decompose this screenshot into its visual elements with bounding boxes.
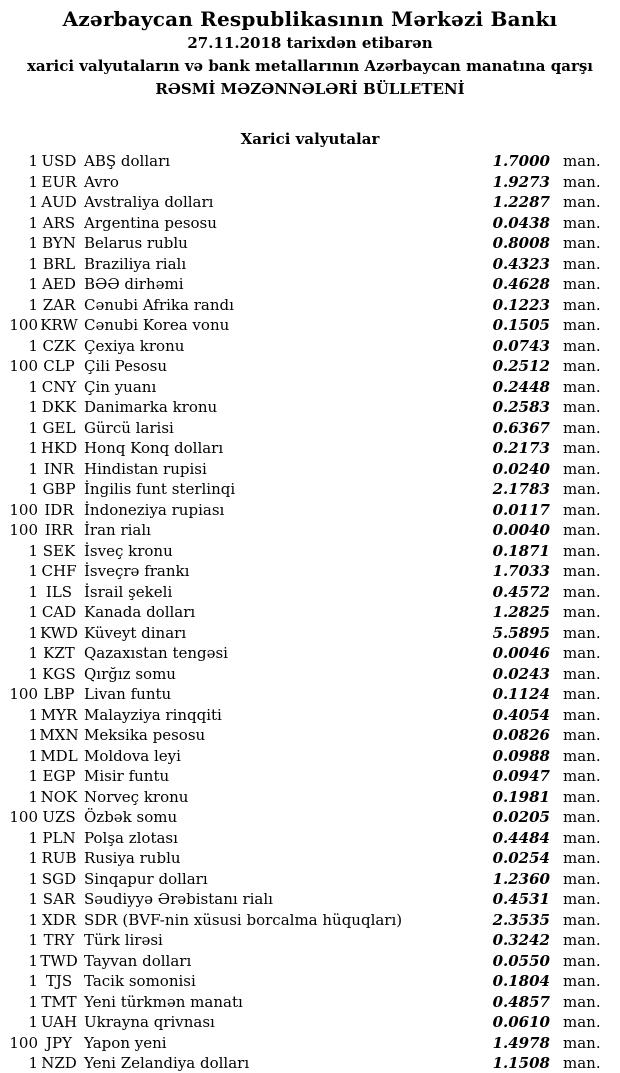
quantity-cell: 1 <box>28 562 38 580</box>
currency-name-cell: Qazaxıstan tengəsi <box>84 644 228 662</box>
currency-code-cell: KGS <box>42 664 76 683</box>
quantity-cell: 100 <box>9 500 38 519</box>
rate-value-cell: 0.0438 <box>492 213 550 232</box>
quantity-cell: 1 <box>28 541 38 560</box>
currency-name-cell: ABŞ dolları <box>84 152 171 170</box>
rate-row <box>0 541 620 562</box>
quantity-cell: 1 <box>28 828 38 847</box>
quantity-cell: 1 <box>28 418 38 437</box>
unit-cell: man. <box>563 808 601 826</box>
quantity-cell: 1 <box>28 869 38 888</box>
currency-code-cell: ZAR <box>42 295 76 314</box>
currency-code-cell: RUB <box>41 849 77 867</box>
currency-code-cell: GBP <box>42 480 76 498</box>
quantity-cell: 1 <box>28 172 38 191</box>
rate-row <box>0 582 620 603</box>
quantity-cell: 100 <box>9 685 38 703</box>
rate-value-cell: 0.1505 <box>492 316 550 334</box>
currency-name-cell: İngilis funt sterlinqi <box>84 480 236 498</box>
currency-code-cell: IDR <box>44 500 74 519</box>
unit-cell: man. <box>563 459 601 478</box>
unit-cell: man. <box>563 418 601 437</box>
quantity-cell: 100 <box>9 521 38 539</box>
quantity-cell: 1 <box>28 1013 38 1031</box>
rate-value-cell: 0.4572 <box>492 582 550 601</box>
unit-cell: man. <box>563 521 601 539</box>
unit-cell: man. <box>563 1054 601 1072</box>
quantity-cell: 1 <box>28 603 38 621</box>
currency-name-cell: Gürcü larisi <box>84 418 174 437</box>
currency-code-cell: TRY <box>43 931 75 949</box>
rate-value-cell: 0.0947 <box>492 767 550 785</box>
quantity-cell: 1 <box>28 398 38 416</box>
unit-cell: man. <box>563 603 601 621</box>
unit-cell: man. <box>563 213 601 232</box>
rate-row <box>0 172 620 193</box>
rate-value-cell: 2.3535 <box>492 910 550 929</box>
rate-value-cell: 0.4323 <box>492 254 550 273</box>
currency-name-cell: Avro <box>84 172 119 191</box>
currency-code-cell: NZD <box>41 1054 77 1072</box>
currency-name-cell: Kanada dolları <box>84 603 196 621</box>
currency-name-cell: Livan funtu <box>84 685 172 703</box>
quantity-cell: 1 <box>28 295 38 314</box>
rate-value-cell: 0.0117 <box>492 500 550 519</box>
rate-row <box>0 807 620 828</box>
rate-row <box>0 828 620 849</box>
currency-code-cell: CZK <box>42 336 76 355</box>
rate-row <box>0 397 620 418</box>
quantity-cell: 1 <box>28 746 38 765</box>
unit-cell: man. <box>563 951 601 970</box>
rate-value-cell: 0.2512 <box>492 357 550 375</box>
currency-name-cell: İndoneziya rupiası <box>84 500 225 519</box>
unit-cell: man. <box>563 787 601 806</box>
rates-table <box>0 151 620 1073</box>
rate-row <box>0 971 620 992</box>
rate-row <box>0 1033 620 1054</box>
currency-code-cell: CLP <box>43 357 75 375</box>
unit-cell: man. <box>563 316 601 334</box>
rate-value-cell: 0.1223 <box>492 295 550 314</box>
unit-cell: man. <box>563 480 601 498</box>
currency-name-cell: Norveç kronu <box>84 787 189 806</box>
unit-cell: man. <box>563 152 601 170</box>
rate-value-cell: 0.0040 <box>492 521 550 539</box>
unit-cell: man. <box>563 541 601 560</box>
rate-row <box>0 869 620 890</box>
rate-row <box>0 377 620 398</box>
rate-value-cell: 0.6367 <box>492 418 550 437</box>
currency-name-cell: Ukrayna qrivnası <box>84 1013 215 1031</box>
quantity-cell: 1 <box>28 582 38 601</box>
rate-row <box>0 151 620 172</box>
rate-value-cell: 0.0550 <box>492 951 550 970</box>
unit-cell: man. <box>563 726 601 744</box>
currency-name-cell: Cənubi Afrika randı <box>84 295 234 314</box>
unit-cell: man. <box>563 767 601 785</box>
currency-name-cell: Çin yuanı <box>84 377 157 396</box>
currency-code-cell: ILS <box>45 582 73 601</box>
unit-cell: man. <box>563 582 601 601</box>
rate-row <box>0 705 620 726</box>
currency-name-cell: Argentina pesosu <box>84 213 217 232</box>
rate-row <box>0 520 620 541</box>
currency-name-cell: Sinqapur dolları <box>84 869 208 888</box>
unit-cell: man. <box>563 439 601 457</box>
currency-name-cell: Tacik somonisi <box>84 972 196 990</box>
currency-code-cell: GEL <box>42 418 76 437</box>
currency-name-cell: Hindistan rupisi <box>84 459 207 478</box>
rate-row <box>0 254 620 275</box>
currency-name-cell: Çexiya kronu <box>84 336 185 355</box>
quantity-cell: 1 <box>28 377 38 396</box>
currency-name-cell: Çili Pesosu <box>84 357 168 375</box>
rate-row <box>0 848 620 869</box>
rate-value-cell: 0.2448 <box>492 377 550 396</box>
rate-value-cell: 2.1783 <box>492 480 550 498</box>
unit-cell: man. <box>563 500 601 519</box>
currency-name-cell: Küveyt dinarı <box>84 623 187 642</box>
rate-row <box>0 602 620 623</box>
unit-cell: man. <box>563 972 601 990</box>
rate-row <box>0 623 620 644</box>
currency-name-cell: Avstraliya dolları <box>84 193 214 211</box>
quantity-cell: 1 <box>28 787 38 806</box>
currency-code-cell: MYR <box>40 705 78 724</box>
currency-code-cell: BRL <box>42 254 76 273</box>
unit-cell: man. <box>563 828 601 847</box>
unit-cell: man. <box>563 295 601 314</box>
currency-code-cell: SGD <box>41 869 77 888</box>
rate-value-cell: 0.2583 <box>492 398 550 416</box>
quantity-cell: 1 <box>28 890 38 908</box>
currency-code-cell: USD <box>41 152 77 170</box>
currency-code-cell: PLN <box>42 828 76 847</box>
currency-name-cell: Türk lirəsi <box>84 931 163 949</box>
rate-row <box>0 561 620 582</box>
unit-cell: man. <box>563 705 601 724</box>
rate-row <box>0 766 620 787</box>
currency-code-cell: EUR <box>41 172 77 191</box>
rate-row <box>0 725 620 746</box>
rate-row <box>0 787 620 808</box>
currency-code-cell: AED <box>42 275 76 293</box>
currency-name-cell: İsveçrə frankı <box>84 562 190 580</box>
currency-name-cell: Qırğız somu <box>84 664 176 683</box>
quantity-cell: 1 <box>28 992 38 1011</box>
currency-name-cell: Belarus rublu <box>84 234 188 252</box>
unit-cell: man. <box>563 623 601 642</box>
rate-row <box>0 643 620 664</box>
rate-row <box>0 992 620 1013</box>
rate-row <box>0 910 620 931</box>
rate-value-cell: 1.7000 <box>492 152 550 170</box>
currency-code-cell: SEK <box>42 541 76 560</box>
rate-value-cell: 0.1124 <box>492 685 550 703</box>
rate-value-cell: 0.4857 <box>492 992 550 1011</box>
rate-value-cell: 0.0205 <box>492 808 550 826</box>
currency-name-cell: Tayvan dolları <box>84 951 192 970</box>
rate-row <box>0 746 620 767</box>
quantity-cell: 1 <box>28 213 38 232</box>
rate-value-cell: 0.0743 <box>492 336 550 355</box>
bank-title: Azərbaycan Respublikasının Mərkəzi Bankı <box>62 7 558 31</box>
currency-code-cell: NOK <box>40 787 78 806</box>
currency-name-cell: Moldova leyi <box>84 746 181 765</box>
rate-value-cell: 1.2825 <box>492 603 550 621</box>
rate-row <box>0 479 620 500</box>
currency-name-cell: Rusiya rublu <box>84 849 181 867</box>
rate-row <box>0 1053 620 1073</box>
rate-row <box>0 438 620 459</box>
rate-value-cell: 0.1871 <box>492 541 550 560</box>
quantity-cell: 1 <box>28 480 38 498</box>
currency-code-cell: INR <box>43 459 75 478</box>
quantity-cell: 1 <box>28 705 38 724</box>
quantity-cell: 1 <box>28 644 38 662</box>
unit-cell: man. <box>563 746 601 765</box>
rate-row <box>0 500 620 521</box>
unit-cell: man. <box>563 357 601 375</box>
rate-value-cell: 1.1508 <box>492 1054 550 1072</box>
currency-code-cell: JPY <box>45 1033 72 1052</box>
quantity-cell: 1 <box>28 931 38 949</box>
unit-cell: man. <box>563 254 601 273</box>
rate-value-cell: 0.0826 <box>492 726 550 744</box>
rate-value-cell: 0.1804 <box>492 972 550 990</box>
currency-name-cell: Cənubi Korea vonu <box>84 316 230 334</box>
quantity-cell: 100 <box>9 316 38 334</box>
rate-row <box>0 1012 620 1033</box>
rate-value-cell: 1.7033 <box>492 562 550 580</box>
currency-name-cell: İsrail şekeli <box>84 582 173 601</box>
currency-name-cell: İran rialı <box>84 521 151 539</box>
quantity-cell: 1 <box>28 623 38 642</box>
rate-value-cell: 0.3242 <box>492 931 550 949</box>
currency-code-cell: MXN <box>39 726 79 744</box>
currency-name-cell: Yeni Zelandiya dolları <box>84 1054 250 1072</box>
unit-cell: man. <box>563 1013 601 1031</box>
quantity-cell: 1 <box>28 193 38 211</box>
effective-date-line: 27.11.2018 tarixdən etibarən <box>187 34 433 52</box>
currency-name-cell: SDR (BVF-nin xüsusi borcalma hüquqları) <box>84 910 403 929</box>
subject-line: xarici valyutaların və bank metallarının Azərbaycan manatına qarşı <box>26 57 594 75</box>
quantity-cell: 1 <box>28 972 38 990</box>
currency-code-cell: CAD <box>41 603 77 621</box>
currency-name-cell: Yapon yeni <box>84 1033 167 1052</box>
currency-code-cell: UZS <box>42 808 76 826</box>
unit-cell: man. <box>563 685 601 703</box>
quantity-cell: 1 <box>28 910 38 929</box>
currency-code-cell: CNY <box>41 377 77 396</box>
currency-name-cell: Yeni türkmən manatı <box>84 992 243 1011</box>
rate-row <box>0 459 620 480</box>
unit-cell: man. <box>563 377 601 396</box>
rate-value-cell: 1.4978 <box>492 1033 550 1052</box>
rate-row <box>0 664 620 685</box>
rate-row <box>0 213 620 234</box>
quantity-cell: 1 <box>28 254 38 273</box>
unit-cell: man. <box>563 869 601 888</box>
unit-cell: man. <box>563 562 601 580</box>
quantity-cell: 100 <box>9 808 38 826</box>
unit-cell: man. <box>563 931 601 949</box>
currency-name-cell: Braziliya rialı <box>84 254 187 273</box>
rate-value-cell: 0.0240 <box>492 459 550 478</box>
currency-code-cell: KWD <box>39 623 79 642</box>
quantity-cell: 1 <box>28 336 38 355</box>
currency-code-cell: HKD <box>40 439 78 457</box>
rate-row <box>0 274 620 295</box>
currency-name-cell: Malayziya rinqqiti <box>84 705 222 724</box>
quantity-cell: 1 <box>28 234 38 252</box>
currency-code-cell: UAH <box>40 1013 78 1031</box>
quantity-cell: 100 <box>9 357 38 375</box>
rate-value-cell: 0.4484 <box>492 828 550 847</box>
currency-name-cell: Meksika pesosu <box>84 726 206 744</box>
rate-value-cell: 0.0046 <box>492 644 550 662</box>
rate-row <box>0 951 620 972</box>
rate-row <box>0 336 620 357</box>
unit-cell: man. <box>563 644 601 662</box>
unit-cell: man. <box>563 398 601 416</box>
bulletin-title: RƏSMİ MƏZƏNNƏLƏRİ BÜLLETENİ <box>155 80 465 98</box>
currency-name-cell: Özbək somu <box>84 808 178 826</box>
rate-value-cell: 0.4531 <box>492 890 550 908</box>
unit-cell: man. <box>563 234 601 252</box>
quantity-cell: 1 <box>28 849 38 867</box>
quantity-cell: 1 <box>28 1054 38 1072</box>
unit-cell: man. <box>563 849 601 867</box>
rate-value-cell: 0.8008 <box>492 234 550 252</box>
unit-cell: man. <box>563 890 601 908</box>
quantity-cell: 1 <box>28 275 38 293</box>
currency-code-cell: KZT <box>43 644 75 662</box>
currency-name-cell: Misir funtu <box>84 767 170 785</box>
currency-code-cell: TJS <box>45 972 73 990</box>
rate-value-cell: 0.4054 <box>492 705 550 724</box>
unit-cell: man. <box>563 664 601 683</box>
rate-value-cell: 0.0254 <box>492 849 550 867</box>
document-header <box>0 0 620 101</box>
rate-value-cell: 0.0610 <box>492 1013 550 1031</box>
currency-name-cell: BƏƏ dirhəmi <box>84 275 184 293</box>
currency-code-cell: TMT <box>41 992 77 1011</box>
unit-cell: man. <box>563 910 601 929</box>
quantity-cell: 1 <box>28 726 38 744</box>
currency-name-cell: Honq Konq dolları <box>84 439 224 457</box>
currency-name-cell: Səudiyyə Ərəbistanı rialı <box>84 890 273 908</box>
rate-value-cell: 0.0988 <box>492 746 550 765</box>
rate-row <box>0 356 620 377</box>
rate-row <box>0 930 620 951</box>
currency-code-cell: KRW <box>40 316 78 334</box>
currency-code-cell: BYN <box>42 234 76 252</box>
rate-value-cell: 1.2287 <box>492 193 550 211</box>
unit-cell: man. <box>563 992 601 1011</box>
rate-row <box>0 192 620 213</box>
rate-value-cell: 1.9273 <box>492 172 550 191</box>
unit-cell: man. <box>563 172 601 191</box>
quantity-cell: 1 <box>28 459 38 478</box>
rate-row <box>0 295 620 316</box>
currency-code-cell: DKK <box>41 398 77 416</box>
rate-value-cell: 0.1981 <box>492 787 550 806</box>
quantity-cell: 1 <box>28 664 38 683</box>
rate-row <box>0 315 620 336</box>
rate-value-cell: 0.4628 <box>492 275 550 293</box>
currency-name-cell: İsveç kronu <box>84 541 173 560</box>
unit-cell: man. <box>563 336 601 355</box>
currency-code-cell: ARS <box>42 213 76 232</box>
rate-row <box>0 418 620 439</box>
currency-code-cell: AUD <box>41 193 77 211</box>
unit-cell: man. <box>563 1033 601 1052</box>
currency-code-cell: MDL <box>40 746 78 765</box>
currency-code-cell: CHF <box>41 562 77 580</box>
rate-value-cell: 0.0243 <box>492 664 550 683</box>
currency-code-cell: LBP <box>43 685 75 703</box>
quantity-cell: 100 <box>9 1033 38 1052</box>
unit-cell: man. <box>563 275 601 293</box>
section-title-foreign-currencies: Xarici valyutalar <box>240 130 380 148</box>
unit-cell: man. <box>563 193 601 211</box>
currency-name-cell: Polşa zlotası <box>84 828 178 847</box>
rate-value-cell: 1.2360 <box>492 869 550 888</box>
rate-value-cell: 5.5895 <box>492 623 550 642</box>
currency-name-cell: Danimarka kronu <box>84 398 218 416</box>
quantity-cell: 1 <box>28 767 38 785</box>
rate-row <box>0 684 620 705</box>
currency-code-cell: EGP <box>42 767 76 785</box>
currency-code-cell: XDR <box>42 910 76 929</box>
rate-value-cell: 0.2173 <box>492 439 550 457</box>
rate-row <box>0 233 620 254</box>
currency-code-cell: SAR <box>42 890 76 908</box>
currency-code-cell: IRR <box>44 521 74 539</box>
currency-code-cell: TWD <box>40 951 78 970</box>
quantity-cell: 1 <box>28 951 38 970</box>
quantity-cell: 1 <box>28 152 38 170</box>
quantity-cell: 1 <box>28 439 38 457</box>
rate-row <box>0 889 620 910</box>
